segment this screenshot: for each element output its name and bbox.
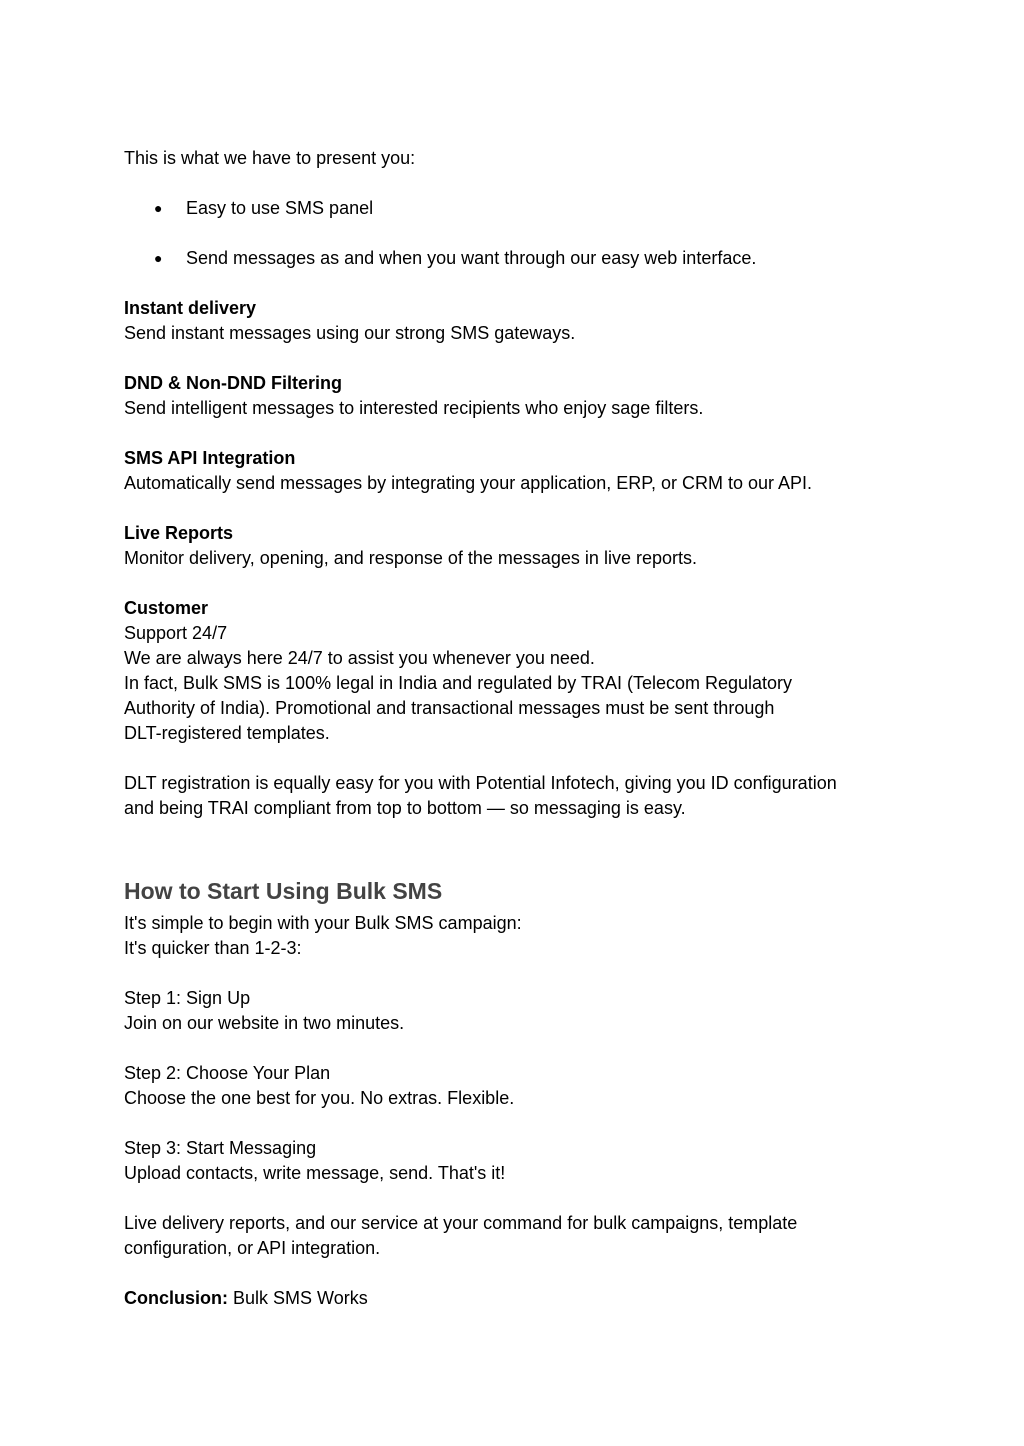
closing-line: Live delivery reports, and our service at your command for bulk campaigns, template (124, 1213, 798, 1233)
dlt-paragraph-line: and being TRAI compliant from top to bottom — so messaging is easy. (124, 798, 686, 818)
feature-bullet-list (124, 196, 904, 271)
feature-title-dnd-filtering: DND & Non-DND Filtering (124, 373, 342, 393)
how-to-intro-line: It's simple to begin with your Bulk SMS campaign: (124, 913, 522, 933)
bullet-text: Send messages as and when you want through our easy web interface. (186, 248, 757, 268)
closing-line: configuration, or API integration. (124, 1238, 381, 1258)
bullet-icon: ● (154, 250, 163, 266)
feature-text-instant-delivery: Send instant messages using our strong SMS gateways. (124, 323, 576, 343)
customer-line: We are always here 24/7 to assist you whenever you need. (124, 648, 595, 668)
list-item (124, 196, 904, 221)
step-title: Step 2: Choose Your Plan (124, 1063, 331, 1083)
feature-text-live-reports: Monitor delivery, opening, and response of the messages in live reports. (124, 548, 697, 568)
dlt-paragraph-line: DLT registration is equally easy for you with Potential Infotech, giving you ID configuration (124, 773, 837, 793)
step-text: Join on our website in two minutes. (124, 1013, 405, 1033)
feature-title-customer: Customer (124, 598, 209, 618)
feature-title-instant-delivery: Instant delivery (124, 298, 257, 318)
intro-text: This is what we have to present you: (124, 148, 416, 168)
step-text: Choose the one best for you. No extras. Flexible. (124, 1088, 515, 1108)
customer-line: In fact, Bulk SMS is 100% legal in India and regulated by TRAI (Telecom Regulatory (124, 673, 793, 693)
customer-line: Authority of India). Promotional and transactional messages must be sent through (124, 698, 775, 718)
feature-title-live-reports: Live Reports (124, 523, 234, 543)
feature-text-api-integration: Automatically send messages by integrating your application, ERP, or CRM to our API. (124, 473, 813, 493)
step-title: Step 1: Sign Up (124, 988, 251, 1008)
feature-text-dnd-filtering: Send intelligent messages to interested recipients who enjoy sage filters. (124, 398, 704, 418)
section-heading: How to Start Using Bulk SMS (124, 878, 443, 904)
customer-line: DLT-registered templates. (124, 723, 330, 743)
how-to-intro-line: It's quicker than 1-2-3: (124, 938, 302, 958)
conclusion (124, 1286, 904, 1311)
conclusion-label: Conclusion: (124, 1288, 228, 1308)
step-title: Step 3: Start Messaging (124, 1138, 317, 1158)
feature-title-api-integration: SMS API Integration (124, 448, 296, 468)
bullet-icon: ● (154, 200, 163, 216)
bullet-text: Easy to use SMS panel (186, 198, 374, 218)
customer-line: Support 24/7 (124, 623, 228, 643)
list-item (124, 246, 904, 271)
document-page (124, 146, 904, 1311)
conclusion-text: Bulk SMS Works (228, 1288, 368, 1308)
step-text: Upload contacts, write message, send. That's it! (124, 1163, 506, 1183)
